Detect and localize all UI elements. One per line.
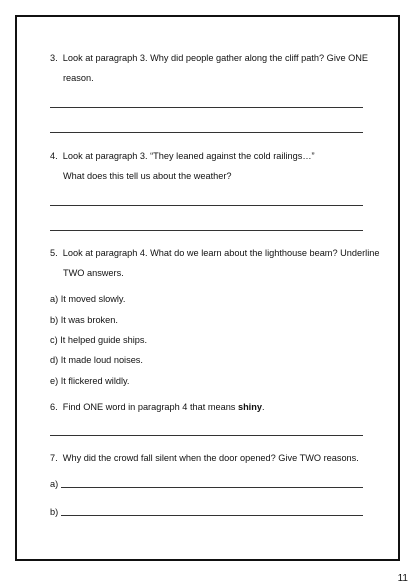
question-6 — [50, 401, 265, 413]
question-7-text: Why did the crowd fall silent when the door opened? Give TWO reasons. — [62, 453, 359, 463]
question-5-text-line1: Look at paragraph 4. What do we learn about the lighthouse beam? Underline — [62, 248, 380, 258]
option-c[interactable]: c) It helped guide ships. — [50, 335, 148, 345]
answer-row-q7-a — [50, 478, 363, 490]
question-5-number: 5. — [50, 248, 58, 258]
question-6-number: 6. — [50, 402, 58, 412]
answer-label-b: b) — [50, 507, 59, 517]
option-a[interactable]: a) It moved slowly. — [50, 294, 126, 304]
answer-line-q4-1[interactable] — [50, 205, 363, 206]
answer-line-q3-1[interactable] — [50, 107, 363, 108]
question-3-text-line2: reason. — [63, 73, 94, 83]
answer-line-q6[interactable] — [50, 435, 363, 436]
question-3-text-line1: Look at paragraph 3. Why did people gather along the cliff path? Give ONE — [62, 53, 369, 63]
question-3-number: 3. — [50, 53, 58, 63]
answer-line-q7-b[interactable] — [61, 515, 363, 516]
option-b[interactable]: b) It was broken. — [50, 315, 118, 325]
question-6-end: . — [261, 402, 265, 412]
question-5-text-line2: TWO answers. — [63, 268, 124, 278]
answer-row-q7-b — [50, 506, 363, 518]
question-7-number: 7. — [50, 453, 58, 463]
question-4 — [50, 150, 315, 162]
answer-line-q7-a[interactable] — [61, 487, 363, 488]
question-5 — [50, 247, 379, 259]
question-4-text-line2: What does this tell us about the weather? — [63, 171, 232, 181]
question-7 — [50, 452, 359, 464]
answer-line-q3-2[interactable] — [50, 132, 363, 133]
question-4-number: 4. — [50, 151, 58, 161]
question-6-bold-word: shiny — [237, 402, 262, 412]
option-e[interactable]: e) It flickered wildly. — [50, 376, 130, 386]
answer-line-q4-2[interactable] — [50, 230, 363, 231]
answer-label-a: a) — [50, 479, 59, 489]
option-d[interactable]: d) It made loud noises. — [50, 355, 143, 365]
page-number: 11 — [397, 573, 408, 584]
question-4-text-line1: Look at paragraph 3. “They leaned against the cold railings…” — [62, 151, 315, 161]
question-6-text: Find ONE word in paragraph 4 that means — [62, 402, 238, 412]
question-3 — [50, 52, 368, 64]
